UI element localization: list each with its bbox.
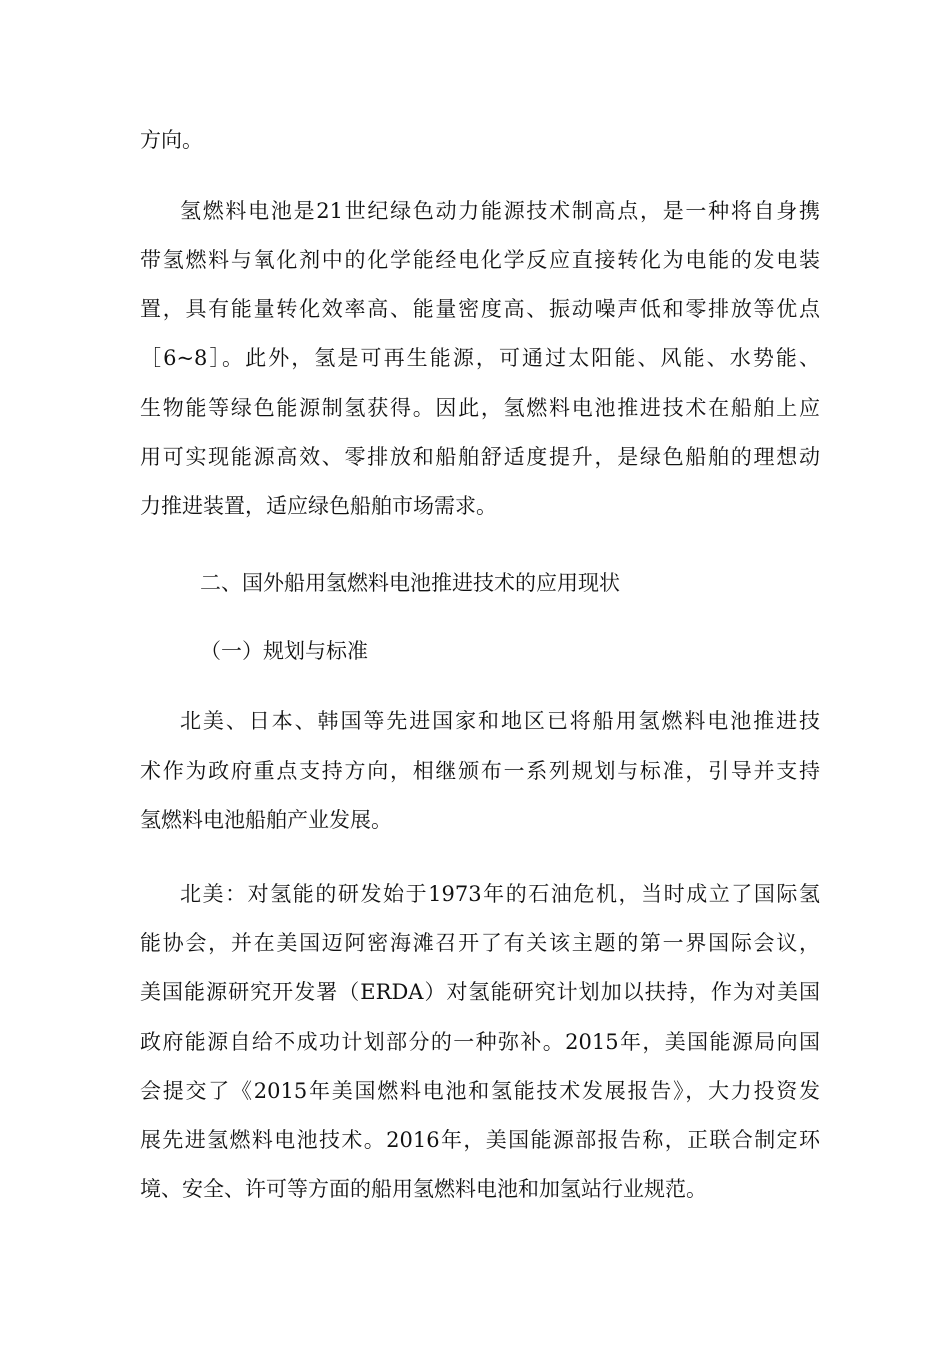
section-heading: 二、国外船用氢燃料电池推进技术的应用现状 [200,571,620,595]
paragraph-line: 术作为政府重点支持方向，相继颁布一系列规划与标准，引导并支持 [140,759,820,783]
paragraph-line: 北美、日本、韩国等先进国家和地区已将船用氢燃料电池推进技 [180,709,820,733]
paragraph-line: 会提交了《2015年美国燃料电池和氢能技术发展报告》，大力投资发 [140,1079,820,1103]
paragraph-line: 氢燃料电池船舶产业发展。 [140,808,392,832]
paragraph-line: 政府能源自给不成功计划部分的一种弥补。2015年，美国能源局向国 [140,1030,820,1054]
subsection-heading: （一）规划与标准 [200,639,368,663]
paragraph-line: 方向。 [140,128,203,152]
paragraph-line: 力推进装置，适应绿色船舶市场需求。 [140,494,497,518]
paragraph-line: 置，具有能量转化效率高、能量密度高、振动噪声低和零排放等优点 [140,297,820,321]
paragraph-line: 带氢燃料与氧化剂中的化学能经电化学反应直接转化为电能的发电装 [140,248,820,272]
paragraph-line: ［6~8］。此外，氢是可再生能源，可通过太阳能、风能、水势能、 [140,346,820,370]
paragraph-line: 氢燃料电池是21世纪绿色动力能源技术制高点，是一种将自身携 [180,199,820,223]
paragraph-line: 能协会，并在美国迈阿密海滩召开了有关该主题的第一界国际会议， [140,931,820,955]
paragraph-line: 美国能源研究开发署（ERDA）对氢能研究计划加以扶持，作为对美国 [140,980,820,1004]
paragraph-line: 展先进氢燃料电池技术。2016年，美国能源部报告称，正联合制定环 [140,1128,820,1152]
paragraph-line: 境、安全、许可等方面的船用氢燃料电池和加氢站行业规范。 [140,1177,707,1201]
paragraph-line: 北美：对氢能的研发始于1973年的石油危机，当时成立了国际氢 [180,882,820,906]
paragraph-line: 生物能等绿色能源制氢获得。因此，氢燃料电池推进技术在船舶上应 [140,396,820,420]
paragraph-line: 用可实现能源高效、零排放和船舶舒适度提升，是绿色船舶的理想动 [140,445,820,469]
